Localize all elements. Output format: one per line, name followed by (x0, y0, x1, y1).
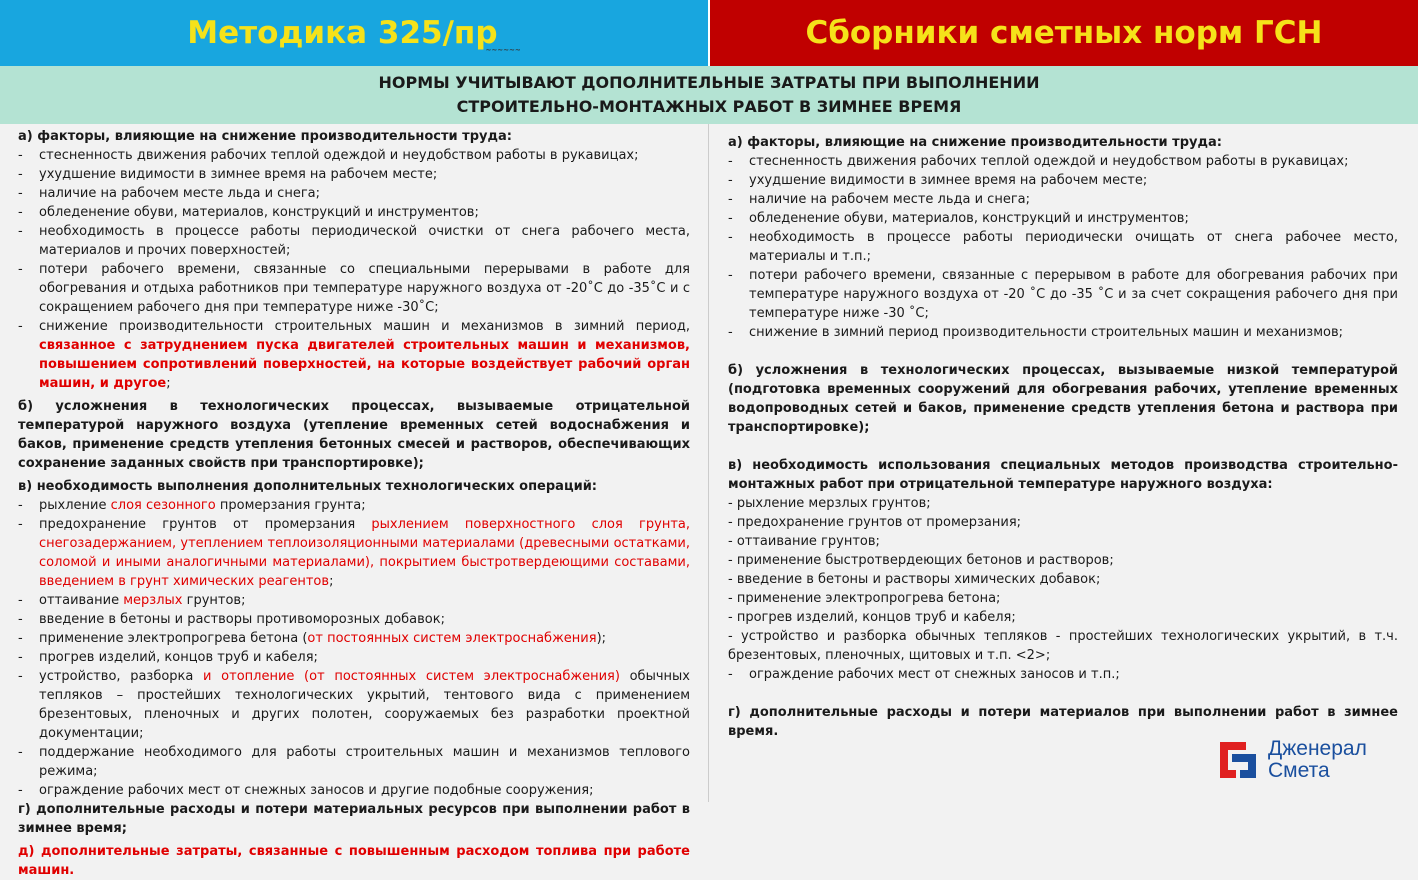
logo-line-1: Дженерал (1268, 737, 1367, 760)
list-item: - предохранение грунтов от промерзания; (728, 515, 1022, 530)
list-item: - потери рабочего времени, связанные со специальными перерывами в работе для обогревания и отдыха работников при температуре наружного воздуха от -20˚С до -35˚С и с сокращением рабочего дня при температуре ниже -30˚С; (18, 262, 690, 315)
column-divider (708, 124, 709, 802)
list-item: - необходимость в процессе работы периодической очистки от снега рабочего места, материалов и прочих поверхностей; (18, 224, 690, 258)
right-a-list (728, 152, 1398, 342)
highlight-red: слоя сезонного (110, 498, 216, 513)
banner-line-1: НОРМЫ УЧИТЫВАЮТ ДОПОЛНИТЕЛЬНЫЕ ЗАТРАТЫ ПРИ ВЫПОЛНЕНИИ (378, 73, 1040, 92)
left-a-heading: а) факторы, влияющие на снижение производительности труда: (18, 129, 512, 144)
right-c-heading: в) необходимость использования специальных методов производства строительно-монтажных работ при отрицательной температуре наружного воздуха: (728, 458, 1398, 492)
banner-line-2: СТРОИТЕЛЬНО-МОНТАЖНЫХ РАБОТ В ЗИМНЕЕ ВРЕМЯ (456, 97, 962, 116)
list-item: - прогрев изделий, концов труб и кабеля; (18, 650, 318, 665)
right-c-list (728, 494, 1398, 684)
list-item: - оттаивание грунтов; (728, 534, 880, 549)
list-item: - прогрев изделий, концов труб и кабеля; (728, 610, 1016, 625)
header-right (710, 0, 1418, 66)
header-left-underline-mark: ~~~~~~ (485, 46, 521, 54)
list-item: - применение электропрогрева бетона; (728, 591, 1001, 606)
highlight-red: связанное с затруднением пуска двигателей строительных машин и механизмов, повышением сопротивлений поверхностей, на которые воздействует рабочий орган машин, и другое (39, 338, 690, 391)
highlight-red: рыхлением поверхностного слоя грунта, снегозадержанием, утеплением теплоизоляционными материалами (древесными остатками, соломой и иными аналогичными материалами), покрытием быстротвердеющими составами, введением в грунт химических реагентов (39, 517, 691, 589)
header-left (0, 0, 708, 66)
list-item: - применение электропрогрева бетона (от постоянных систем электроснабжения); (18, 631, 607, 646)
list-item: - поддержание необходимого для работы строительных машин и механизмов теплового режима; (18, 745, 690, 779)
list-item: - ограждение рабочих мест от снежных заносов и другие подобные сооружения; (18, 783, 594, 798)
list-item: - введение в бетоны и растворы противоморозных добавок; (18, 612, 445, 627)
list-item: - рыхление мерзлых грунтов; (728, 496, 931, 511)
list-item: - необходимость в процессе работы периодически очищать от снега рабочее место, материалы и т.п.; (728, 230, 1398, 264)
list-item: - наличие на рабочем месте льда и снега; (728, 192, 1031, 207)
list-item: - стесненность движения рабочих теплой одеждой и неудобством работы в рукавицах; (18, 148, 639, 163)
right-column (728, 133, 1398, 741)
list-item: - оттаивание мерзлых грунтов; (18, 593, 246, 608)
logo-mark-icon (1216, 738, 1260, 782)
list-item: - стесненность движения рабочих теплой одеждой и неудобством работы в рукавицах; (728, 154, 1349, 169)
list-item: - обледенение обуви, материалов, конструкций и инструментов; (728, 211, 1189, 226)
right-b-text: б) усложнения в технологических процессах, вызываемые низкой температурой (подготовка временных сооружений для обогревания рабочих, утепление временных водопроводных сетей и баков, применение средств утепления бетона и раствора при транспортировке); (728, 363, 1398, 435)
left-g-text: г) дополнительные расходы и потери материальных ресурсов при выполнении работ в зимнее время; (18, 802, 690, 836)
banner (0, 66, 1418, 124)
list-item: - наличие на рабочем месте льда и снега; (18, 186, 321, 201)
company-logo (1216, 738, 1367, 782)
left-column (18, 127, 690, 880)
left-c-list (18, 496, 690, 800)
list-item: - ограждение рабочих мест от снежных заносов и т.п.; (728, 667, 1120, 682)
left-a-list (18, 146, 690, 393)
list-item: - ухудшение видимости в зимнее время на рабочем месте; (18, 167, 438, 182)
left-c-heading: в) необходимость выполнения дополнительных технологических операций: (18, 479, 598, 494)
list-item: - применение быстротвердеющих бетонов и растворов; (728, 553, 1114, 568)
left-d-text: д) дополнительные затраты, связанные с повышенным расходом топлива при работе машин. (18, 844, 690, 878)
list-item: - устройство, разборка и отопление (от постоянных систем электроснабжения) обычных тепляков – простейших технологических укрытий, тентового вида с применением брезентовых, пленочных и других полотен, сооружаемых без разработки проектной документации; (18, 669, 690, 741)
highlight-red: от постоянных систем электроснабжения (307, 631, 597, 646)
list-item: - введение в бетоны и растворы химических добавок; (728, 572, 1101, 587)
logo-line-2: Смета (1268, 759, 1330, 782)
logo-text (1268, 738, 1367, 782)
highlight-red: мерзлых (123, 593, 183, 608)
header-left-title: Методика 325/пр (187, 15, 498, 51)
list-item: - снижение в зимний период производительности строительных машин и механизмов; (728, 325, 1344, 340)
list-item: - снижение производительности строительных машин и механизмов в зимний период, связанное с затруднением пуска двигателей строительных машин и механизмов, повышением сопротивлений поверхностей, на которые воздействует рабочий орган машин, и другое; (18, 319, 690, 391)
list-item: - устройство и разборка обычных тепляков - простейших технологических укрытий, в т.ч. брезентовых, пленочных, щитовых и т.п. <2>; (728, 629, 1398, 663)
right-a-heading: а) факторы, влияющие на снижение производительности труда: (728, 135, 1222, 150)
list-item: - потери рабочего времени, связанные с перерывом в работе для обогревания рабочих при температуре наружного воздуха от -20 ˚С до -35 ˚С и за счет сокращения рабочего дня при температуре ниже -30 ˚С; (728, 268, 1398, 321)
header-right-title: Сборники сметных норм ГСН (805, 15, 1323, 51)
list-item: - рыхление слоя сезонного промерзания грунта; (18, 498, 366, 513)
list-item: - обледенение обуви, материалов, конструкций и инструментов; (18, 205, 479, 220)
left-b-text: б) усложнения в технологических процессах, вызываемые отрицательной температурой наружного воздуха (утепление временных сетей водоснабжения и баков, применение средств утепления бетонных смесей и растворов, обеспечивающих сохранение заданных свойств при транспортировке); (18, 399, 690, 471)
list-item: - ухудшение видимости в зимнее время на рабочем месте; (728, 173, 1148, 188)
highlight-red: и отопление (от постоянных систем электроснабжения) (203, 669, 620, 684)
list-item: - предохранение грунтов от промерзания рыхлением поверхностного слоя грунта, снегозадержанием, утеплением теплоизоляционными материалами (древесными остатками, соломой и иными аналогичными материалами), покрытием быстротвердеющими составами, введением в грунт химических реагентов; (18, 517, 691, 589)
right-g-text: г) дополнительные расходы и потери материалов при выполнении работ в зимнее время. (728, 705, 1398, 739)
